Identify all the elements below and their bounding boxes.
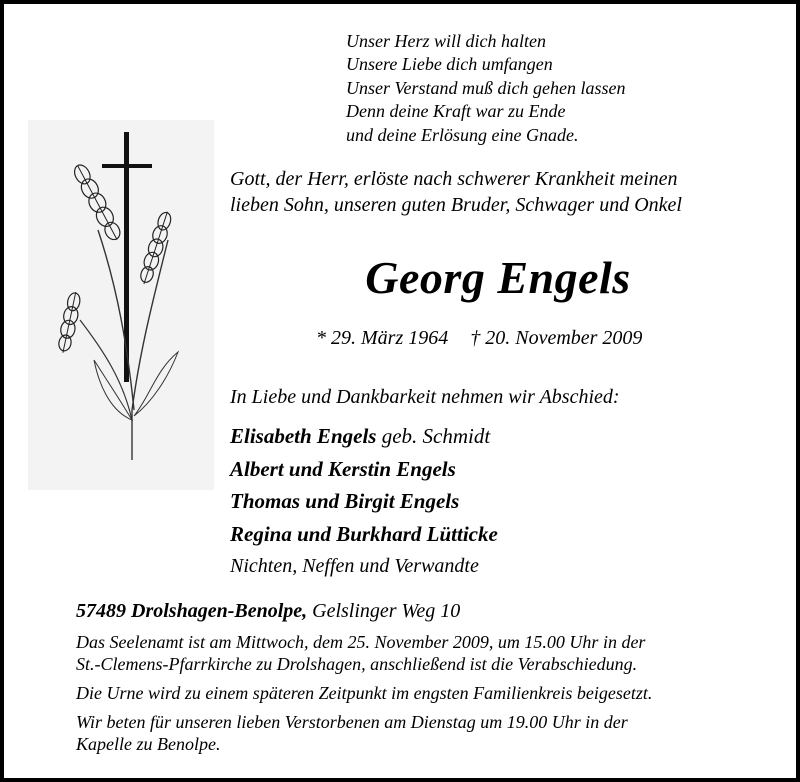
- mourner-name: Thomas und Birgit Engels: [230, 489, 460, 513]
- birth-date: * 29. März 1964: [316, 327, 449, 349]
- note-line: Kapelle zu Benolpe.: [76, 734, 221, 754]
- note-line: St.-Clemens-Pfarrkirche zu Drolshagen, anschließend ist die Verabschiedung.: [76, 654, 638, 674]
- note-line: Das Seelenamt ist am Mittwoch, dem 25. November 2009, um 15.00 Uhr in der: [76, 632, 646, 652]
- relatives-line: Nichten, Neffen und Verwandte: [230, 555, 479, 577]
- service-notes: [76, 631, 756, 762]
- poem-line: Unsere Liebe dich umfangen: [346, 54, 553, 75]
- cross-with-wheat-icon: [28, 120, 214, 490]
- deceased-name: Georg Engels: [365, 252, 631, 303]
- family-address: [76, 597, 460, 625]
- cross-horizontal-beam: [102, 164, 152, 168]
- service-note: [76, 711, 756, 755]
- cross-vertical-beam: [124, 132, 129, 382]
- poem-verse: [346, 30, 625, 147]
- farewell-line: In Liebe und Dankbarkeit nehmen wir Abschied:: [230, 386, 620, 408]
- mourner-entry: [230, 453, 498, 486]
- intro-text: [230, 166, 682, 218]
- note-line: Die Urne wird zu einem späteren Zeitpunkt im engsten Familienkreis beigesetzt.: [76, 683, 653, 703]
- address-city: 57489 Drolshagen-Benolpe,: [76, 600, 308, 622]
- intro-line: lieben Sohn, unseren guten Bruder, Schwager und Onkel: [230, 194, 682, 216]
- poem-line: und deine Erlösung eine Gnade.: [346, 124, 579, 145]
- mourner-entry: [230, 485, 498, 518]
- note-line: Wir beten für unseren lieben Verstorbenen am Dienstag um 19.00 Uhr in der: [76, 712, 628, 732]
- address-street: Gelslinger Weg 10: [312, 600, 461, 622]
- mourner-name: Regina und Burkhard Lütticke: [230, 521, 498, 546]
- poem-line: Denn deine Kraft war zu Ende: [346, 101, 566, 122]
- mourner-suffix: geb. Schmidt: [381, 424, 491, 448]
- mourner-entry: [230, 420, 498, 453]
- poem-line: Unser Herz will dich halten: [346, 31, 546, 51]
- service-note: [76, 682, 756, 704]
- mourner-entry: [230, 518, 498, 551]
- cross-wheat-artwork: [28, 120, 214, 490]
- service-note: [76, 631, 756, 675]
- intro-line: Gott, der Herr, erlöste nach schwerer Krankheit meinen: [230, 168, 678, 190]
- artwork-background: [28, 120, 214, 490]
- life-dates: [316, 324, 642, 352]
- mourner-name: Elisabeth Engels: [230, 424, 377, 448]
- mourners-list: [230, 420, 498, 583]
- mourner-name: Albert und Kerstin Engels: [230, 456, 456, 481]
- poem-line: Unser Verstand muß dich gehen lassen: [346, 77, 626, 98]
- death-date: † 20. November 2009: [470, 327, 643, 349]
